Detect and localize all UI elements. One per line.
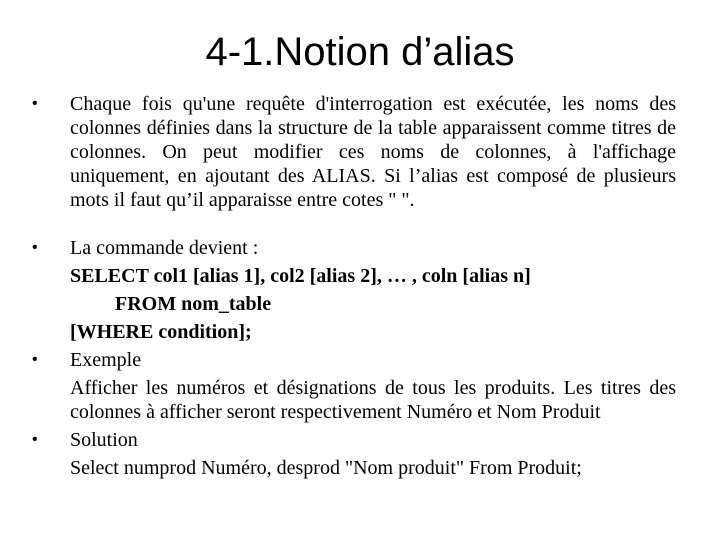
bullet-item-alias-notion bbox=[26, 92, 676, 236]
slide-content bbox=[26, 92, 676, 480]
example-text: Afficher les numéros et désignations de tous les produits. Les titres des colonnes à afficher seront respectivement Numéro et Nom Produit bbox=[70, 377, 676, 423]
bullet-item-solution bbox=[26, 428, 676, 480]
bullet-icon: • bbox=[32, 431, 38, 448]
bullet-item-command bbox=[26, 236, 676, 344]
sql-where-line: [WHERE condition]; bbox=[70, 321, 252, 343]
sql-from-line: FROM nom_table bbox=[115, 293, 272, 315]
bullet-text: Exemple bbox=[70, 349, 142, 371]
slide-title: 4-1.Notion d’alias bbox=[205, 30, 515, 74]
bullet-text: Chaque fois qu'une requête d'interrogation est exécutée, les noms des colonnes définies dans la structure de la table apparaissent comme titres de colonnes. On peut modifier ces noms de colonnes, à l'affichage uniquement, en ajoutant des ALIAS. Si l’alias est composé de plusieurs mots il faut qu’il apparaisse entre cotes " ". bbox=[70, 93, 676, 211]
bullet-icon: • bbox=[32, 239, 38, 256]
bullet-item-example bbox=[26, 348, 676, 424]
bullet-text: Solution bbox=[70, 429, 138, 451]
bullet-icon: • bbox=[32, 351, 38, 368]
sql-select-line: SELECT col1 [alias 1], col2 [alias 2], … , coln [alias n] bbox=[70, 265, 531, 287]
bullet-text: La commande devient : bbox=[70, 237, 259, 259]
bullet-icon: • bbox=[32, 95, 38, 112]
solution-text: Select numprod Numéro, desprod "Nom produit" From Produit; bbox=[70, 457, 582, 479]
